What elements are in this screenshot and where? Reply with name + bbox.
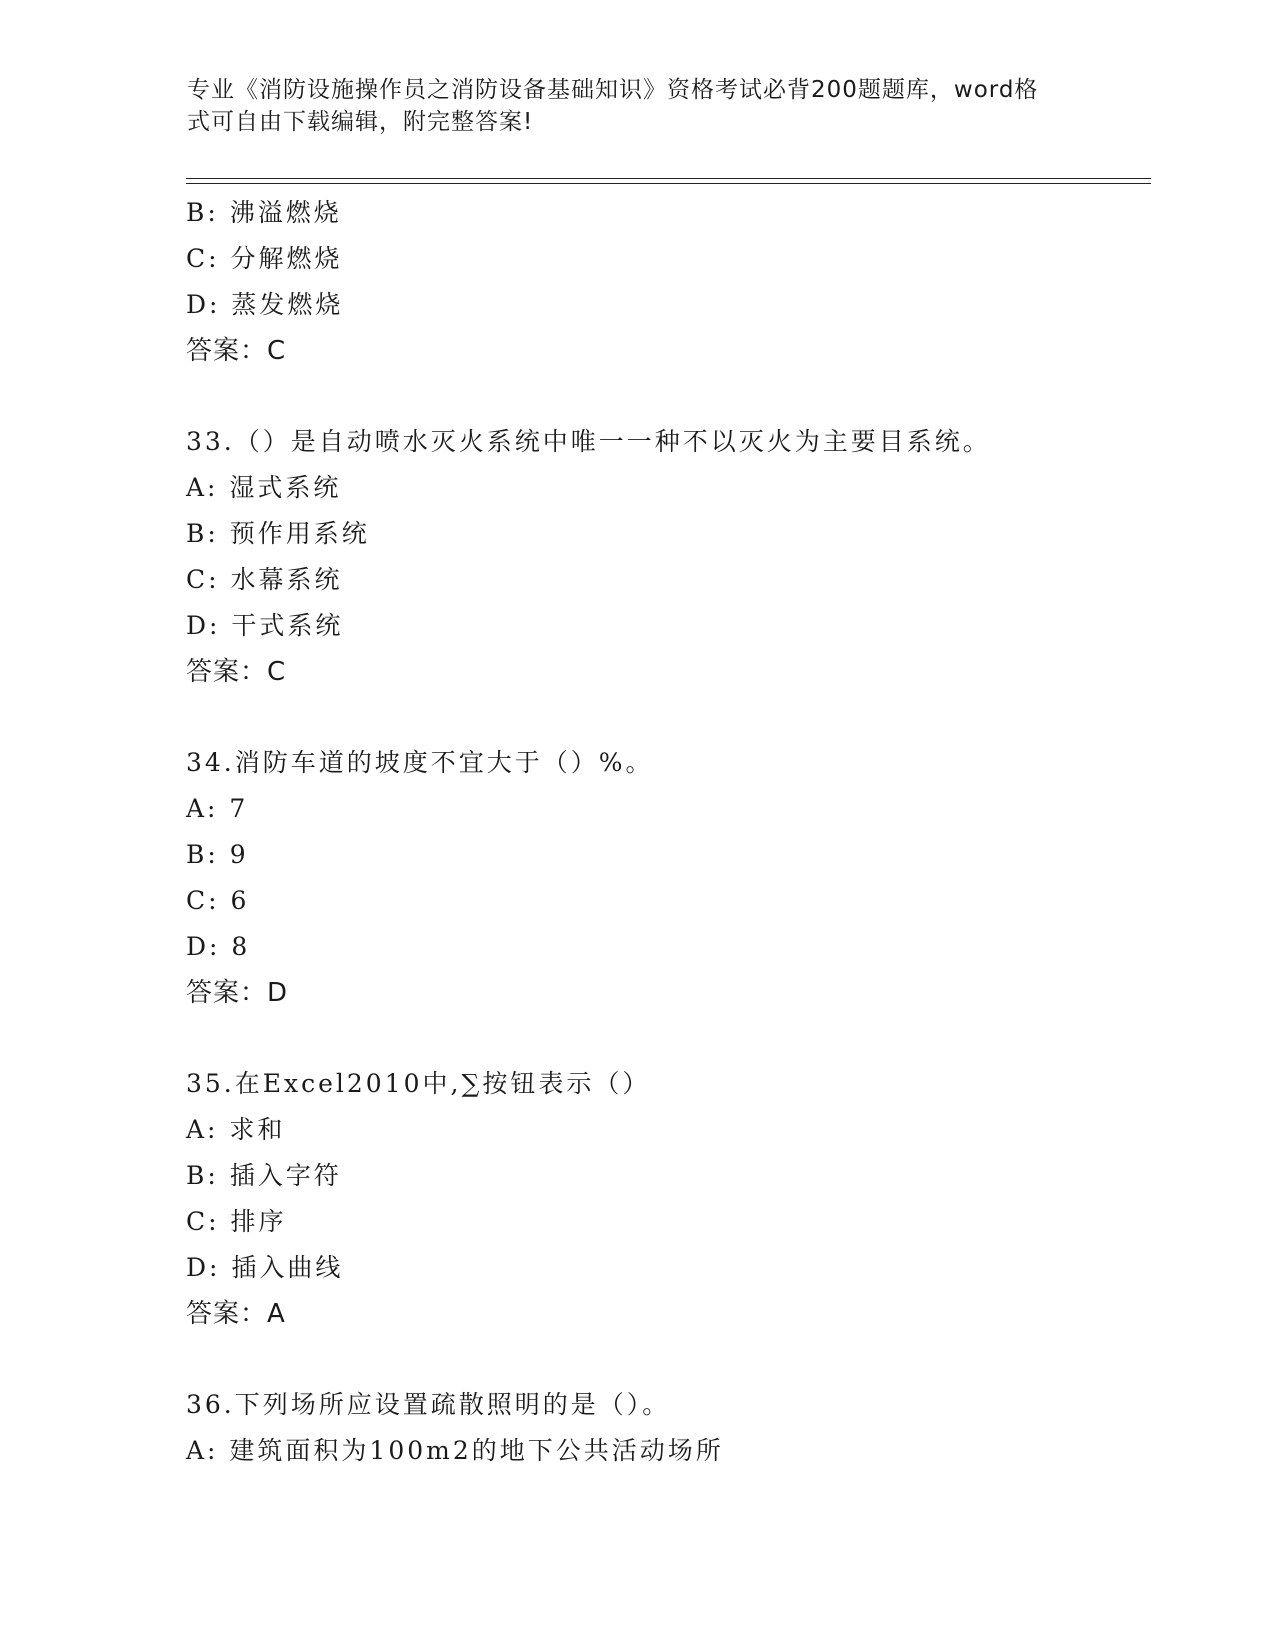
- question-34: [186, 740, 1146, 1016]
- answer-line: 答案：D: [186, 978, 289, 1008]
- option-c: C: 水幕系统: [186, 565, 343, 594]
- spacer: [186, 374, 1146, 419]
- title-line-2: 式可自由下载编辑，附完整答案!: [187, 109, 534, 135]
- question-35: [186, 1061, 1146, 1337]
- option-c: C: 6: [186, 886, 250, 915]
- option-d: D: 干式系统: [186, 611, 344, 640]
- option-a: A: 7: [186, 794, 249, 823]
- answer-line: 答案：A: [186, 1299, 286, 1329]
- option-a: A: 求和: [186, 1115, 286, 1144]
- option-b: B: 9: [186, 840, 249, 869]
- option-c: C: 排序: [186, 1207, 287, 1236]
- option-b: B: 沸溢燃烧: [186, 198, 342, 227]
- question-stem: 33.（）是自动喷水灭火系统中唯一一种不以灭火为主要目系统。: [186, 427, 991, 456]
- option-d: D: 8: [186, 932, 251, 961]
- header-divider-bottom: [186, 183, 1151, 184]
- option-c: C: 分解燃烧: [186, 244, 343, 273]
- question-32-tail: [186, 190, 1146, 374]
- spacer: [186, 1016, 1146, 1061]
- question-stem: 36.下列场所应设置疏散照明的是（）。: [186, 1390, 671, 1419]
- option-a: A: 湿式系统: [186, 473, 342, 502]
- option-d: D: 蒸发燃烧: [186, 290, 344, 319]
- question-stem: 34.消防车道的坡度不宜大于（）%。: [186, 748, 654, 777]
- title-line-1: 专业《消防设施操作员之消防设备基础知识》资格考试必背200题题库，word格: [187, 77, 1039, 103]
- question-33: [186, 419, 1146, 695]
- answer-line: 答案：C: [186, 657, 287, 687]
- spacer: [186, 695, 1146, 740]
- spacer: [186, 1337, 1146, 1382]
- option-b: B: 插入字符: [186, 1161, 342, 1190]
- question-36: [186, 1382, 1146, 1474]
- answer-line: 答案：C: [186, 336, 287, 366]
- document-title: [187, 74, 1067, 138]
- question-stem: 35.在Excel2010中,∑按钮表示（）: [186, 1069, 651, 1098]
- header-divider-top: [186, 178, 1151, 179]
- option-d: D: 插入曲线: [186, 1253, 344, 1282]
- option-a: A: 建筑面积为100m2的地下公共活动场所: [186, 1436, 724, 1465]
- option-b: B: 预作用系统: [186, 519, 370, 548]
- question-list: [186, 190, 1146, 1474]
